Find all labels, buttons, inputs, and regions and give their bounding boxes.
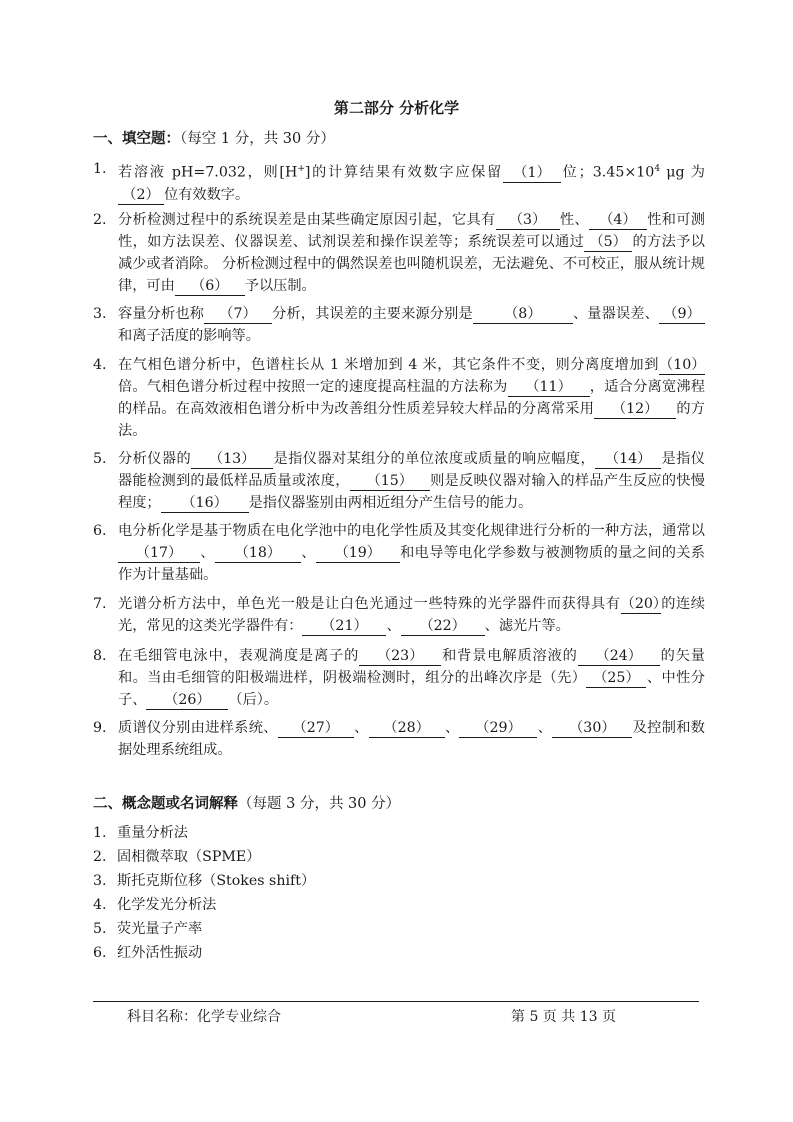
term-item bbox=[93, 919, 202, 939]
question-text: ]的计算结果有效数字应保留 bbox=[304, 164, 503, 181]
answer-blank[interactable]: （22） bbox=[401, 617, 485, 636]
question-text: 、滤光片等。 bbox=[484, 618, 570, 634]
question-text: 在毛细管电泳中，表观淌度是离子的 bbox=[118, 648, 360, 664]
question-text: 在气相色谱分析中，色谱柱长从 1 米增加到 4 米，其它条件不变，则分离度增加到 bbox=[118, 357, 659, 373]
question-text: 、 bbox=[537, 720, 553, 736]
footer-subject: 科目名称：化学专业综合 bbox=[127, 1009, 281, 1025]
question-number: 9. bbox=[93, 720, 107, 736]
answer-blank[interactable]: （6） bbox=[175, 277, 245, 296]
question-2 bbox=[93, 209, 705, 297]
question-text: 光谱分析方法中，单色光一般是让白色光通过一些特殊的光学器件而获得具有 bbox=[118, 596, 621, 612]
question-text: 的连续光，常见的这类光学器件有： bbox=[118, 596, 705, 634]
answer-blank[interactable]: （24） bbox=[578, 647, 660, 666]
question-text: 、量器误差、 bbox=[572, 306, 659, 322]
term-item bbox=[93, 847, 260, 867]
question-text: （后）。 bbox=[228, 692, 279, 708]
term-number: 1. bbox=[93, 825, 107, 841]
answer-blank[interactable]: （30） bbox=[552, 719, 632, 738]
answer-blank[interactable]: （7） bbox=[204, 305, 272, 324]
term-text: 化学发光分析法 bbox=[117, 897, 217, 913]
question-number: 8. bbox=[93, 648, 107, 664]
question-text: 、中性分子、 bbox=[118, 670, 705, 708]
answer-blank[interactable]: （20） bbox=[620, 596, 668, 612]
superscript: + bbox=[297, 164, 305, 174]
question-1 bbox=[93, 158, 705, 206]
answer-blank[interactable]: （4） bbox=[589, 211, 647, 230]
answer-blank[interactable]: （14） bbox=[595, 450, 661, 469]
question-5 bbox=[93, 448, 705, 514]
answer-blank[interactable]: （2） bbox=[118, 186, 164, 205]
page-title: 第二部分 分析化学 bbox=[333, 99, 460, 117]
question-text: 、 bbox=[353, 720, 369, 736]
answer-blank[interactable]: （11） bbox=[508, 378, 590, 397]
answer-blank[interactable]: （8） bbox=[473, 305, 573, 324]
section-1-heading bbox=[93, 127, 335, 148]
question-number: 7. bbox=[93, 596, 107, 612]
answer-blank[interactable]: （1） bbox=[503, 164, 561, 183]
question-text: 予以压制。 bbox=[244, 278, 316, 294]
term-text: 重量分析法 bbox=[117, 825, 188, 841]
question-text: 是指仪器鉴别由两相近组分产生信号的能力。 bbox=[248, 495, 533, 511]
question-text: 和离子活度的影响等。 bbox=[118, 328, 260, 344]
answer-blank[interactable]: （29） bbox=[459, 719, 537, 738]
term-text: 斯托克斯位移（Stokes shift） bbox=[117, 873, 316, 889]
term-text: 固相微萃取（SPME） bbox=[117, 849, 261, 865]
question-text: 的方法予以减少或者消除。 分析检测过程中的偶然误差也叫随机误差，无法避免、不可校正，服从统计规律，可由 bbox=[118, 234, 705, 294]
question-text: μg 为 bbox=[660, 164, 705, 181]
question-3 bbox=[93, 303, 705, 347]
answer-blank[interactable]: （3） bbox=[496, 211, 560, 230]
answer-blank[interactable]: （18） bbox=[215, 544, 301, 563]
term-item bbox=[93, 943, 202, 963]
question-text: 容量分析也称 bbox=[118, 306, 204, 322]
question-number: 4. bbox=[93, 357, 107, 373]
question-number: 1. bbox=[93, 161, 107, 177]
answer-blank[interactable]: （12） bbox=[594, 400, 676, 419]
term-number: 4. bbox=[93, 897, 107, 913]
superscript: 4 bbox=[654, 164, 661, 174]
term-text: 荧光量子产率 bbox=[117, 921, 203, 937]
question-text: 质谱仪分别由进样系统、 bbox=[118, 720, 278, 736]
term-text: 红外活性振动 bbox=[117, 945, 203, 961]
term-item bbox=[93, 895, 216, 915]
question-6 bbox=[93, 520, 705, 586]
question-text: 若溶液 pH=7.032，则[H bbox=[118, 164, 298, 181]
question-text: 分析仪器的 bbox=[118, 451, 192, 467]
question-text: 、 bbox=[200, 545, 215, 561]
question-4 bbox=[93, 354, 705, 442]
term-number: 2. bbox=[93, 849, 107, 865]
question-text: 、 bbox=[386, 618, 401, 634]
question-text: ，适合分离宽沸程的样品。在高效液相色谱分析中为改善组分性质差异较大样品的分离常采用 bbox=[118, 379, 705, 417]
question-text: 和背景电解质溶液的 bbox=[441, 648, 578, 664]
question-text: 性、 bbox=[559, 212, 589, 228]
question-text: 分析，其误差的主要来源分别是 bbox=[272, 306, 473, 322]
question-9 bbox=[93, 717, 705, 761]
question-text: 是指仪器能检测到的最低样品质量或浓度， bbox=[118, 451, 705, 489]
answer-blank[interactable]: （23） bbox=[359, 647, 441, 666]
question-8 bbox=[93, 645, 705, 711]
question-text: 位有效数字。 bbox=[164, 186, 250, 203]
answer-blank[interactable]: （5） bbox=[584, 233, 632, 252]
question-text: 、 bbox=[444, 720, 460, 736]
term-number: 3. bbox=[93, 873, 107, 889]
section-1-title: 一、填空题： bbox=[93, 131, 180, 147]
answer-blank[interactable]: （19） bbox=[316, 544, 400, 563]
question-text: 倍。气相色谱分析过程中按照一定的速度提高柱温的方法称为 bbox=[118, 379, 508, 395]
term-item bbox=[93, 823, 188, 843]
footer-page-number: 第 5 页 共 13 页 bbox=[511, 1009, 616, 1025]
section-2-heading bbox=[93, 792, 400, 813]
question-text: 电分析化学是基于物质在电化学池中的电化学性质及其变化规律进行分析的一种方法，通常以 bbox=[118, 523, 705, 539]
question-text: 位；3.45×10 bbox=[560, 164, 655, 181]
footer-divider bbox=[93, 1001, 699, 1002]
answer-blank[interactable]: （26） bbox=[146, 691, 228, 710]
question-text: 、 bbox=[300, 545, 316, 561]
question-text: 性和可测性，如方法误差、仪器误差、试剂误差和操作误差等；系统误差可以通过 bbox=[118, 212, 705, 250]
term-number: 5. bbox=[93, 921, 107, 937]
question-text: 分析检测过程中的系统误差是由某些确定原因引起，它具有 bbox=[118, 212, 496, 228]
question-text: 的方法。 bbox=[118, 401, 705, 439]
answer-blank[interactable]: （10） bbox=[659, 357, 706, 373]
question-number: 6. bbox=[93, 523, 107, 539]
question-text: 的矢量和。当由毛细管的阳极端进样，阴极端检测时，组分的出峰次序是（先） bbox=[118, 648, 705, 686]
question-text: 则是反映仪器对输入的样品产生反应的快慢程度； bbox=[118, 473, 705, 511]
section-2-note: （每题 3 分，共 30 分） bbox=[238, 796, 401, 812]
answer-blank[interactable]: （28） bbox=[369, 719, 445, 738]
question-text: 是指仪器对某组分的单位浓度或质量的响应幅度， bbox=[273, 451, 596, 467]
answer-blank[interactable]: （25） bbox=[586, 669, 646, 688]
question-number: 3. bbox=[93, 306, 107, 322]
term-item bbox=[93, 871, 315, 891]
term-number: 6. bbox=[93, 945, 107, 961]
answer-blank[interactable]: （13） bbox=[191, 450, 273, 469]
answer-blank[interactable]: （15） bbox=[350, 472, 430, 491]
answer-blank[interactable]: （27） bbox=[278, 719, 354, 738]
question-number: 5. bbox=[93, 451, 107, 467]
question-text: 及控制和数据处理系统组成。 bbox=[118, 720, 705, 758]
answer-blank[interactable]: （21） bbox=[302, 617, 386, 636]
section-2-title: 二、概念题或名词解释 bbox=[93, 796, 238, 812]
question-text: 和电导等电化学参数与被测物质的量之间的关系作为计量基础。 bbox=[118, 545, 705, 583]
section-1-note: （每空 1 分，共 30 分） bbox=[180, 131, 335, 147]
answer-blank[interactable]: （9） bbox=[659, 305, 705, 324]
answer-blank[interactable]: （16） bbox=[161, 494, 249, 513]
question-7 bbox=[93, 593, 705, 637]
question-number: 2. bbox=[93, 212, 107, 228]
answer-blank[interactable]: （17） bbox=[118, 544, 200, 563]
